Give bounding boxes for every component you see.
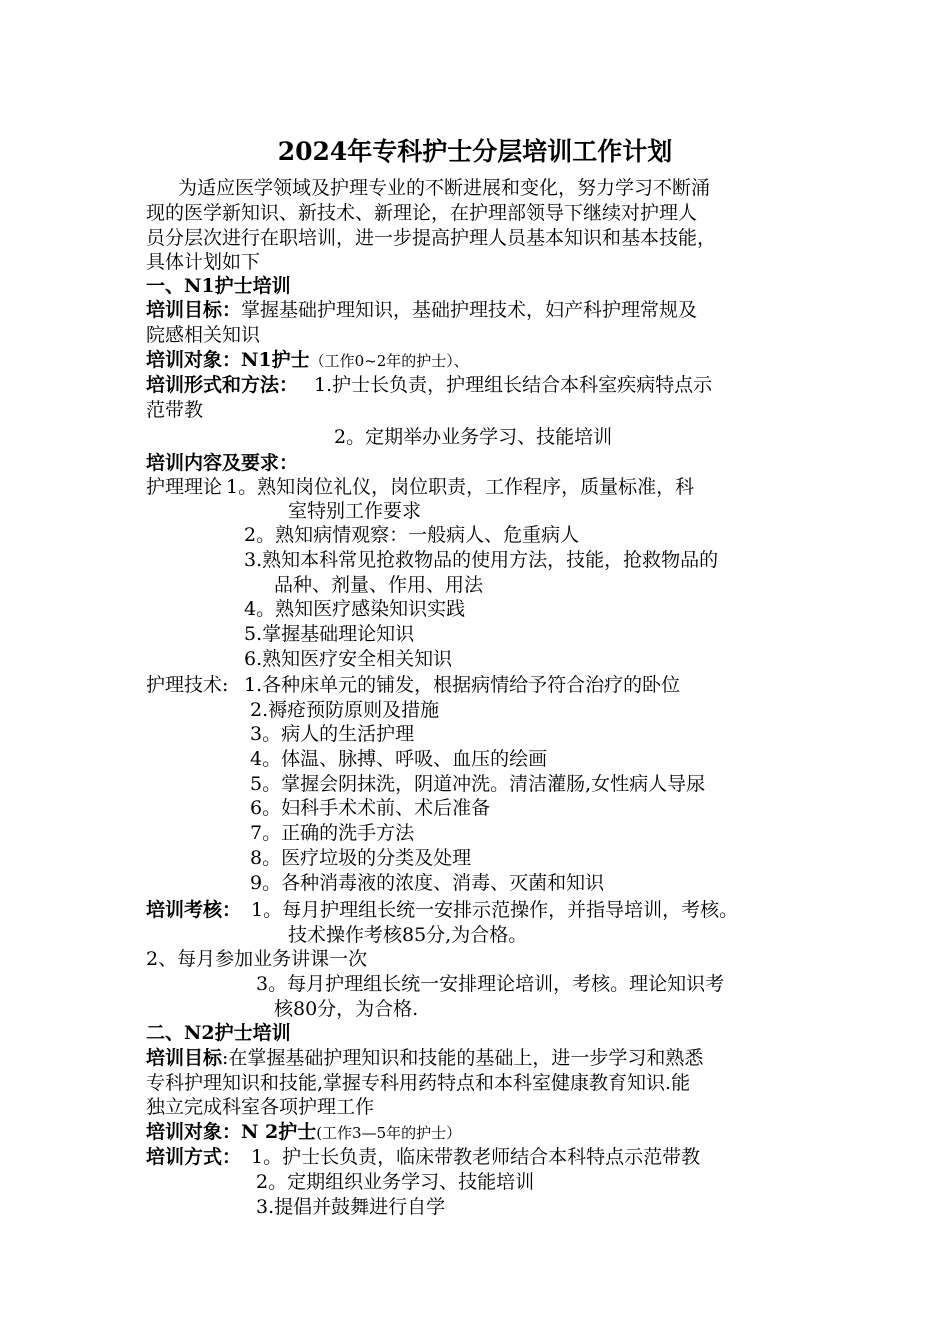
- n1-heading: 一、N1护士培训: [146, 275, 291, 297]
- n2-target-note: (工作3—5年的护士）: [316, 1124, 462, 1142]
- exam-item: 2、每月参加业务讲课一次: [146, 948, 368, 970]
- n1-target: [146, 348, 826, 373]
- theory-label: 护理理论: [146, 476, 223, 498]
- theory-item: 2。熟知病情观察：一般病人、危重病人: [244, 524, 580, 546]
- n1-method-2: 2。定期举办业务学习、技能培训: [334, 426, 613, 448]
- n1-goal-label: 培训目标：: [146, 299, 242, 321]
- exam-item: 核80分，为合格.: [274, 998, 419, 1020]
- intro-line: 员分层次进行在职培训，进一步提高护理人员基本知识和基本技能，: [146, 227, 717, 249]
- n2-goal: [146, 1046, 826, 1070]
- n2-goal-text: :在掌握基础护理知识和技能的基础上，进一步学习和熟悉: [222, 1047, 704, 1069]
- theory-item: 5.掌握基础理论知识: [244, 623, 415, 645]
- n2-goal-cont: 独立完成科室各项护理工作: [146, 1096, 375, 1118]
- theory-item: 品种、剂量、作用、用法: [274, 574, 484, 596]
- theory-item: 6.熟知医疗安全相关知识: [244, 648, 453, 670]
- n1-exam: [146, 898, 826, 922]
- n1-method-1-cont: 范带教: [146, 399, 204, 421]
- n2-method-item: 2。定期组织业务学习、技能培训: [256, 1171, 535, 1193]
- skill-item: 3。病人的生活护理: [250, 723, 415, 745]
- n2-method-item: 1。护士长负责，临床带教老师结合本科特点示范带教: [251, 1146, 701, 1168]
- exam-item: 1。每月护理组长统一安排示范操作，并指导培训，考核。: [251, 899, 739, 921]
- theory-item: 1。熟知岗位礼仪，岗位职责，工作程序，质量标准，科: [226, 476, 695, 498]
- skill-label: 护理技术:: [146, 674, 229, 696]
- skill-item: 4。体温、脉搏、呼吸、血压的绘画: [250, 748, 548, 770]
- n2-target: [146, 1120, 826, 1145]
- n2-goal-cont: 专科护理知识和技能,掌握专科用药特点和本科室健康教育知识.能: [146, 1072, 691, 1094]
- intro-line: 现的医学新知识、新技术、新理论，在护理部领导下继续对护理人: [146, 202, 698, 224]
- n1-method-label: 培训形式和方法：: [146, 374, 299, 396]
- skill-item: 2.褥疮预防原则及措施: [250, 699, 440, 721]
- n2-method-label: 培训方式：: [146, 1146, 242, 1168]
- n2-method-item: 3.提倡并鼓舞进行自学: [256, 1196, 446, 1218]
- n1-method-1: 1.护士长负责，护理组长结合本科室疾病特点示: [314, 374, 713, 396]
- page-title: 2024年专科护士分层培训工作计划: [277, 137, 673, 166]
- n1-target-label: 培训对象：N1护士: [146, 349, 310, 371]
- exam-item: 3。每月护理组长统一安排理论培训，考核。理论知识考: [256, 973, 725, 995]
- n1-method: [146, 373, 826, 397]
- n1-content-label: 培训内容及要求：: [146, 452, 299, 474]
- n1-goal-cont: 院感相关知识: [146, 324, 261, 346]
- n2-method: [146, 1145, 826, 1169]
- n1-exam-label: 培训考核：: [146, 899, 242, 921]
- intro-line: 具体计划如下: [146, 251, 261, 273]
- skill-item: 6。妇科手术术前、术后准备: [250, 797, 491, 819]
- n2-target-label: 培训对象：N 2护士: [146, 1121, 317, 1143]
- n1-goal: [146, 298, 826, 322]
- skill-item: 5。掌握会阴抹洗，阴道冲洗。清洁灌肠,女性病人导尿: [250, 773, 706, 795]
- theory-item: 3.熟知本科常见抢救物品的使用方法，技能，抢救物品的: [244, 549, 719, 571]
- skill-item: 9。各种消毒液的浓度、消毒、灭菌和知识: [250, 872, 605, 894]
- n2-heading: 二、N2护士培训: [146, 1022, 291, 1044]
- intro-line: 为适应医学领域及护理专业的不断进展和变化，努力学习不断涌: [178, 177, 711, 199]
- n1-goal-text: 掌握基础护理知识，基础护理技术，妇产科护理常规及: [241, 299, 698, 321]
- theory-item: 4。熟知医疗感染知识实践: [244, 598, 466, 620]
- n1-target-note: （工作0~2年的护士）、: [309, 352, 469, 370]
- skill-item: 1.各种床单元的铺发，根据病情给予符合治疗的卧位: [244, 674, 681, 696]
- exam-item: 技术操作考核85分,为合格。: [288, 924, 528, 946]
- n2-goal-label: 培训目标: [146, 1047, 223, 1069]
- theory-item: 室特别工作要求: [288, 500, 422, 522]
- skill-item: 8。医疗垃圾的分类及处理: [250, 847, 472, 869]
- skill-item: 7。正确的洗手方法: [250, 822, 415, 844]
